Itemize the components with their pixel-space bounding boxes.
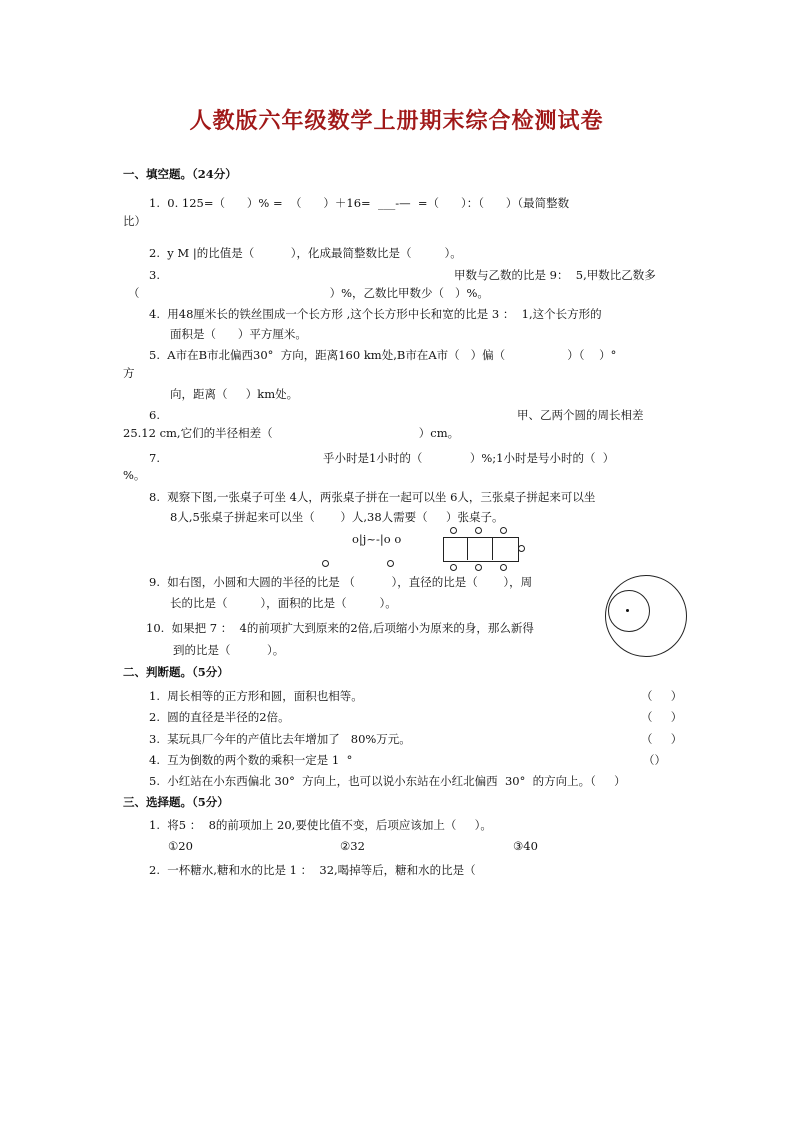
judge-bracket-3: （ ）: [641, 732, 683, 746]
q8-line2: 8人,5张桌子拼起来可以坐（ ）人,38人需要（ ）张桌子。: [170, 510, 504, 524]
chair-icon: [387, 560, 394, 567]
q9-line2: 长的比是（ ），面积的比是（ ）。: [170, 596, 397, 610]
q10-line2: 到的比是（ ）。: [173, 643, 285, 657]
q1-line1: 1. 0. 125=（ ）% = （ ）＋16= ___-— =（ ）：（ ）（最简整数: [149, 196, 570, 210]
q9-line1: 9. 如右图，小圆和大圆的半径的比是 （ ），直径的比是（ ），周: [149, 575, 533, 589]
judge-bracket-2: （ ）: [641, 710, 683, 724]
judge-item-1: 1. 周长相等的正方形和圆，面积也相等。: [149, 689, 363, 703]
choice-q1-option-2: ②32: [340, 839, 365, 853]
q4-line1: 4. 用48厘米长的铁丝围成一个长方形 ,这个长方形中长和宽的比是 3 ： 1,这个长方形的: [149, 307, 602, 321]
q6-number: 6.: [149, 408, 160, 422]
q7-number: 7.: [149, 451, 160, 465]
q6-line2: 25.12 cm,它们的半径相差（ ）cm。: [123, 426, 460, 440]
q8-figure-table: o|j~-|o o: [352, 532, 402, 546]
chair-icon: [322, 560, 329, 567]
page-title: 人教版六年级数学上册期末综合检测试卷: [189, 108, 604, 134]
q7-text: 乎小时是1小时的（ ）%;1小时是号小时的（ ）: [323, 451, 615, 465]
choice-q1: 1. 将5 ： 8的前项加上 20,要使比值不变，后项应该加上（ ）。: [149, 818, 492, 832]
chair-icon: [475, 527, 482, 534]
choice-q2: 2. 一杯糖水,糖和水的比是 1 ： 32,喝掉等后，糖和水的比是（: [149, 863, 476, 877]
center-dot-icon: [626, 609, 629, 612]
q3-text: 甲数与乙数的比是 9： 5,甲数比乙数多: [454, 268, 656, 282]
q1-line2: 比）: [123, 214, 146, 228]
q5-line2: 方: [123, 366, 135, 380]
section-heading-choice: 三、选择题。（5分）: [123, 795, 229, 809]
table-divider: [467, 537, 493, 560]
chair-icon: [450, 564, 457, 571]
judge-item-4: 4. 互为倒数的两个数的乘积一定是 1 °: [149, 753, 353, 767]
small-circle-figure: [608, 590, 650, 632]
chair-icon: [500, 527, 507, 534]
q6-text: 甲、乙两个圆的周长相差: [517, 408, 644, 422]
q5-line3: 向，距离（ ）km处。: [170, 387, 299, 401]
judge-item-3: 3. 某玩具厂今年的产值比去年增加了 80%万元。: [149, 732, 411, 746]
judge-item-2: 2. 圆的直径是半径的2倍。: [149, 710, 290, 724]
chair-icon: [500, 564, 507, 571]
choice-q1-option-1: ①20: [168, 839, 193, 853]
q2-text: 2. y M |的比值是（ ），化成最简整数比是（ ）。: [149, 246, 462, 260]
judge-bracket-4: （）: [643, 753, 666, 767]
section-heading-fill-in: 一、填空题。（24分）: [123, 167, 237, 181]
q8-line1: 8. 观察下图,一张桌子可坐 4人，两张桌子拼在一起可以坐 6人，三张桌子拼起来可以坐: [149, 490, 596, 504]
choice-q1-option-3: ③40: [513, 839, 538, 853]
judge-item-5: 5. 小红站在小东西偏北 30° 方向上，也可以说小东站在小红北偏西 30° 的方向上。（ ）: [149, 774, 626, 788]
judge-bracket-1: （ ）: [641, 689, 683, 703]
q5-line1: 5. A市在B市北偏西30° 方向，距离160 km处,B市在A市（ ）偏（ ）（ ）°: [149, 348, 617, 362]
q3-line2: （ ）%，乙数比甲数少（ ）%。: [128, 286, 489, 300]
q4-line2: 面积是（ ）平方厘米。: [170, 327, 307, 341]
chair-icon: [475, 564, 482, 571]
section-heading-judge: 二、判断题。（5分）: [123, 665, 229, 679]
chair-icon: [450, 527, 457, 534]
q3-number: 3.: [149, 268, 160, 282]
q10-line1: 10. 如果把 7 ： 4的前项扩大到原来的2倍,后项缩小为原来的身，那么新得: [146, 621, 534, 635]
q7-line2: %。: [123, 468, 146, 482]
chair-icon: [518, 545, 525, 552]
